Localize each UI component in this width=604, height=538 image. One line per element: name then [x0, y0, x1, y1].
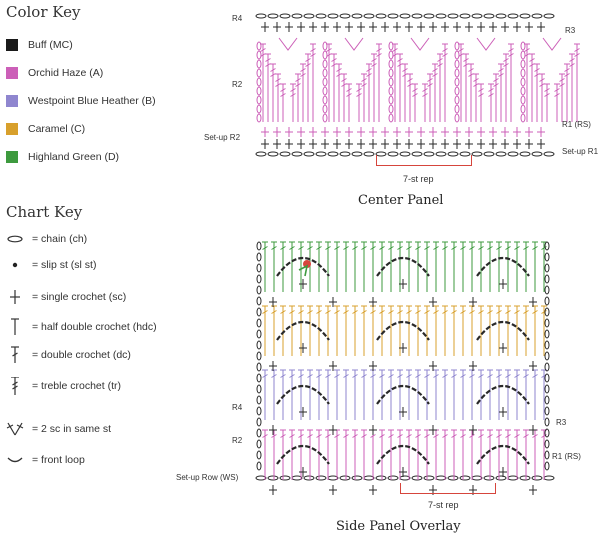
double-crochet-symbol: [4, 346, 26, 364]
color-key-item: [6, 93, 156, 109]
chart-key-label: = double crochet (dc): [32, 349, 131, 361]
color-key-label: Highland Green (D): [28, 151, 120, 163]
chart-key-item: [4, 230, 87, 248]
chart-key-label: = 2 sc in same st: [32, 423, 112, 435]
slip-stitch-symbol: [4, 256, 26, 274]
center-row-label-setup-r1: Set-up R1: [562, 147, 599, 156]
chart-key-item: [4, 420, 111, 438]
color-key-item: [6, 37, 73, 53]
side-panel-title: Side Panel Overlay: [336, 519, 461, 534]
side-row-label-r2: R2: [232, 436, 243, 445]
center-panel-chart: [255, 4, 555, 164]
front-loop-symbol: [4, 451, 26, 469]
chart-key-label: = chain (ch): [32, 233, 88, 245]
center-row-label-r2: R2: [232, 80, 243, 89]
color-key-label: Westpoint Blue Heather (B): [28, 95, 156, 107]
color-key-label: Caramel (C): [28, 123, 86, 135]
center-panel-title: Center Panel: [358, 193, 444, 208]
center-row-label-setup-r2: Set-up R2: [204, 133, 241, 142]
color-key-label: Buff (MC): [28, 39, 73, 51]
side-row-label-setup: Set-up Row (WS): [176, 473, 239, 482]
chain-symbol: [4, 230, 26, 248]
center-row-label-r1: R1 (RS): [562, 120, 591, 129]
side-panel-chart: [255, 234, 555, 486]
side-repeat-bracket: [400, 483, 496, 494]
treble-crochet-symbol: [4, 377, 26, 395]
chart-key-item: [4, 256, 96, 274]
half-double-crochet-symbol: [4, 318, 26, 336]
side-row-label-r3: R3: [556, 418, 567, 427]
side-repeat-label: 7-st rep: [428, 500, 459, 510]
chart-key-item: [4, 318, 157, 336]
chart-key-label: = slip st (sl st): [32, 259, 97, 271]
chart-key-item: [4, 451, 85, 469]
chart-key-item: [4, 377, 121, 395]
color-swatch: [6, 151, 18, 163]
color-key-item: [6, 149, 119, 165]
color-swatch: [6, 67, 18, 79]
color-key-item: [6, 121, 85, 137]
chart-key-item: [4, 288, 126, 306]
center-row-label-r4: R4: [232, 14, 243, 23]
center-row-label-r3: R3: [565, 26, 576, 35]
side-row-label-r4: R4: [232, 403, 243, 412]
single-crochet-symbol: [4, 288, 26, 306]
center-repeat-bracket: [376, 155, 472, 166]
chart-key-label: = single crochet (sc): [32, 291, 127, 303]
color-key-label: Orchid Haze (A): [28, 67, 104, 79]
chart-key-item: [4, 346, 131, 364]
center-repeat-label: 7-st rep: [403, 174, 434, 184]
chart-key-label: = half double crochet (hdc): [32, 321, 157, 333]
color-key-item: [6, 65, 103, 81]
color-key-heading: Color Key: [6, 3, 81, 21]
color-swatch: [6, 95, 18, 107]
chart-key-label: = front loop: [32, 454, 85, 466]
two-sc-same-st-symbol: [4, 420, 26, 438]
color-swatch: [6, 123, 18, 135]
chart-key-label: = treble crochet (tr): [32, 380, 121, 392]
color-swatch: [6, 39, 18, 51]
side-row-label-r1: R1 (RS): [552, 452, 581, 461]
chart-key-heading: Chart Key: [6, 203, 83, 221]
